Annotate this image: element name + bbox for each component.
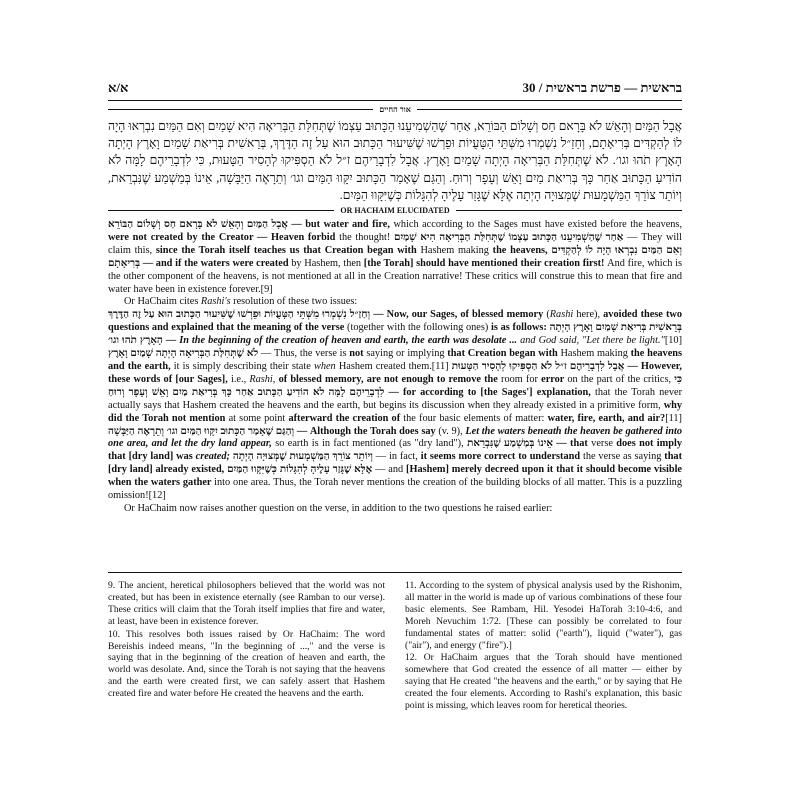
explanation-text: (together with the following ones) xyxy=(347,322,492,334)
explanation-text: i.e., xyxy=(230,373,250,385)
divider xyxy=(456,210,682,211)
ohr-hachaim-heading xyxy=(108,105,682,114)
translation-bold: that [dry land] already existed, xyxy=(108,451,682,476)
translation-bold: [the Torah] should have mentioned their creation first! xyxy=(363,257,608,269)
hebrew-phrase: אֲבָל לִדְבָרֵיהֶם ז״ל לֹא הַסְפִּיקוּ לְהָסִיר הַטָּעוּת xyxy=(451,360,625,372)
translation-bold: it seems more correct to understand xyxy=(420,451,583,463)
hebrew-phrase: וְהַגַּם שֶׁאָמַר הַכָּתוּב יִקָּווּ הַמַּיִם וגו׳ וְתֵרָאֶה הַיַּבָּשָׁה xyxy=(108,425,295,437)
footnote-rule xyxy=(108,572,682,573)
section-title: OR HACHAIM ELUCIDATED xyxy=(340,206,450,216)
translation-bold: — that xyxy=(552,438,592,450)
explanation-text: ( xyxy=(546,309,550,321)
translation-bold: not xyxy=(349,348,367,360)
footnotes-right-column xyxy=(405,580,682,713)
running-header xyxy=(108,78,682,98)
elucidated-heading xyxy=(108,206,682,215)
explanation-text: Hashem created them.[11] xyxy=(335,360,452,372)
explanation-text: room for xyxy=(501,373,542,385)
elucidation-paragraph xyxy=(108,219,682,296)
explanation-text: saying or implying xyxy=(366,348,448,360)
italic-text: and God said, "Let there be light." xyxy=(520,335,665,347)
section-title: אור החיים xyxy=(379,105,411,114)
hebrew-phrase: בְּרֵאשִׁית בְּרִיאַת שָׁמַיִם וָאָרֶץ הָיְתָה הָאָרֶץ תֹהוּ וגו׳ xyxy=(108,322,682,347)
explanation-text: which according to the Sages must have existed before the heavens, xyxy=(393,219,683,231)
hebrew-phrase: וְחַזַ״ל נִשְׁמְרוּ מִשְּׁתֵּי הַטָּעֻיוֹת וּפֵרְשׁוּ שֶׁשִּׁיעוּר הַכָּתוּב הוּא עַל זֶה הַדֶּרֶךְ xyxy=(108,309,371,321)
explanation-text: the verse as saying xyxy=(582,451,665,463)
verse-quote: created; xyxy=(195,451,233,463)
english-elucidation xyxy=(108,219,682,516)
elucidation-paragraph xyxy=(108,503,682,516)
explanation-text: resolution of these two issues: xyxy=(230,296,358,308)
hebrew-phrase: אֶלָּא שֶׁגָּזַר עָלֶיהָ לְהִגָּלוֹת כְּשֶׁיִּקָּווּ הַמַּיִם xyxy=(227,464,373,476)
italic-text: when xyxy=(313,360,336,372)
explanation-text: here), xyxy=(573,309,604,321)
translation-bold: — Although the Torah does say xyxy=(294,425,439,437)
hebrew-phrase: וְיוֹתֵר צוֹרֵךְ הַמַּשְׁמָעוּת שֶׁמְּצוּיָה הָיְתָה xyxy=(232,451,373,463)
translation-bold: — but water and fire, xyxy=(287,219,394,231)
hebrew-commentary: אֲבָל הַמַּיִם וְהָאֵשׁ לֹא בָּרָאם חַס וְשָׁלוֹם הַבּוֹרֵא, אַחַר שֶׁהַשְׁמִיעֵנוּ הַכָּתוּב עַצְמוֹ שֶׁתְּחִלַּת הַבְּרִיאָה הִיא שָׁמַיִם וְאִם הַמַּיִם נִבְרְאוּ הָיָה לוֹ לְהַקְדִּים בְּרִיאָתָם, וְחַזַ״ל נִשְׁמְרוּ מִשְּׁתֵּי הַטָּעֻיוֹת וּפֵרְשׁוּ שֶׁשִּׁיעוּר הַכָּתוּב הוּא עַל זֶה הַדֶּרֶךְ, בְּרֵאשִׁית בְּרִיאַת שָׁמַיִם וָאָרֶץ הָיְתָה הָאָרֶץ תֹהוּ וגו׳. לֹא שֶׁתְּחִלַּת הַבְּרִיאָה הָיְתָה שָׁמַיִם וָאָרֶץ. אֲבָל לִדְבָרֵיהֶם ז״ל לֹא הַסְפִּיקוּ לְהָסִיר הַטָּעוּת, כִּי לִדְבָרֵיהֶם לָמָּה לֹא הוֹדִיעַ הַכָּתוּב אַחַר כָּךְ בְּרִיאַת מַיִם וָאֵשׁ וְעָפָר וְרוּחַ. וְהַגַּם שֶׁאָמַר הַכָּתוּב יִקָּווּ הַמַּיִם וגו׳ וְתֵרָאֶה הַיַּבָּשָׁה, אֵינוֹ בְּמַשְׁמַע שֶׁנִּבְרֵאת, וְיוֹתֵר צוֹרֵךְ הַמַּשְׁמָעוּת שֶׁמְּצוּיָה הָיְתָה אֶלָּא שֶׁגָּזַר עָלֶיהָ לְהִגָּלוֹת כְּשֶׁיִּקָּווּ הַמַּיִם. xyxy=(108,119,682,202)
explanation-text: into one area. Thus, the Torah never mentions the creation of the building blocks of all matter. This is a puzzling omission![12] xyxy=(108,477,682,502)
hebrew-phrase: כִּי לִדְבָרֵיהֶם לָמָּה לֹא הוֹדִיעַ הַכָּתוּב אַחַר כָּךְ בְּרִיאַת מַיִם וָאֵשׁ וְעָפָר וְרוּחַ xyxy=(108,373,682,398)
italic-text: Rashi xyxy=(249,373,273,385)
translation-bold: — and if the waters were created xyxy=(140,257,292,269)
header-rule xyxy=(108,100,682,101)
page-title: 30 / בראשית — פרשת בראשית xyxy=(522,80,682,95)
verse-quote: — In the beginning of the creation of heaven and earth, the earth was desolate ... xyxy=(162,335,521,347)
explanation-text: so earth is in fact mentioned (as "dry land"), xyxy=(275,438,468,450)
elucidation-paragraph xyxy=(108,309,682,503)
footnote: 10. This resolves both issues raised by Or HaChaim: The word Bereishis indeed means, "In the beginning of ...," and the verse is saying that in the beginning of the creation of heaven and earth, the world was desolate. And, since the Torah is not saying that the heavens and the earth were created first, we can safely assert that Hashem created fire and water before He created the heavens and the earth. xyxy=(108,628,385,700)
footnotes xyxy=(108,580,682,713)
hebrew-phrase: אֵינוֹ בְּמַשְׁמַע שֶׁנִּבְרֵאת xyxy=(467,438,553,450)
translation-bold: — However, these words of [our Sages], xyxy=(108,360,683,385)
footnotes-left-column xyxy=(108,580,385,713)
explanation-text: on the part of the critics, xyxy=(567,373,675,385)
explanation-text: Hashem making xyxy=(560,348,631,360)
italic-text: Rashi xyxy=(549,309,574,321)
translation-bold: of blessed memory, are not enough to remove the xyxy=(278,373,502,385)
explanation-text: And fire, which is the other component of the heavens, is not mentioned at all in the Creation narrative! These critics will construe this to mean that fire and water have been in existence forever.[9] xyxy=(108,257,682,295)
explanation-text: Hashem making xyxy=(420,244,493,256)
hebrew-phrase: אַחַר שֶׁהַשְׁמִיעֵנוּ הַכָּתוּב עַצְמוֹ שֶׁתְּחִלַּת הַבְּרִיאָה הִיא שָׁמַיִם xyxy=(394,231,624,243)
translation-bold: avoided these two questions and explained that the meaning of the verse xyxy=(108,309,682,334)
verse-quote: Let the waters beneath the heaven be gathered into one area, and let the dry land appear, xyxy=(108,425,682,450)
page xyxy=(108,78,682,516)
explanation-text: it is simply describing their state xyxy=(173,360,314,372)
translation-bold: since the Torah itself teaches us that Creation began with xyxy=(155,244,421,256)
translation-bold: were not created by the Creator — Heaven forbid xyxy=(108,231,340,243)
explanation-text: that the Torah never actually says that Hashem created the heavens and the earth, but begins its discussion when they already existed in a primitive form, xyxy=(108,386,682,411)
explanation-text: — in fact, xyxy=(372,451,421,463)
explanation-text: Or HaChaim cites xyxy=(124,296,201,308)
footnote: 9. The ancient, heretical philosophers believed that the world was not created, but has been in existence eternally (see Ramban to our verse). These critics will claim that the Torah itself implies that fire and water, at least, have been in existence forever. xyxy=(108,580,385,627)
translation-bold: — Now, our Sages, of blessed memory xyxy=(370,309,547,321)
translation-bold: the heavens, xyxy=(492,244,552,256)
footnote: 11. According to the system of physical analysis used by the Rishonim, all matter in the world is made up of various combinations of these four basic elements. See Rambam, Hil. Yesodei HaTorah 3:10-4:6, and Moreh Nevuchim 1:72. [These can possibly be correlated to four fundamental states of matter: solid ("earth"), liquid ("water"), gas ("air"), and energy ("fire").] xyxy=(405,580,682,651)
translation-bold: — for according to [the Sages'] explanation, xyxy=(384,386,595,398)
explanation-text: by Hashem, then xyxy=(291,257,364,269)
divider xyxy=(108,109,373,110)
explanation-text: [10] xyxy=(664,335,682,347)
hebrew-phrase: וְאִם הַמַּיִם נִבְרְאוּ הָיָה לוֹ לְהַקְדִּים בְּרִיאָתָם xyxy=(108,244,683,269)
chapter-verse: א/א xyxy=(108,80,129,95)
divider xyxy=(108,210,334,211)
translation-bold: is as follows: xyxy=(491,322,550,334)
translation-bold: the heavens and the earth, xyxy=(108,348,682,372)
explanation-text: — Thus, the verse is xyxy=(258,348,350,360)
explanation-text: the four basic elements of matter: xyxy=(403,412,548,424)
explanation-text: verse xyxy=(591,438,617,450)
explanation-text: (v. 9), xyxy=(438,425,466,437)
translation-bold: error xyxy=(541,373,568,385)
translation-bold: why did the Torah not mention xyxy=(108,399,682,424)
explanation-text: Or HaChaim now raises another question on the verse, in addition to the two questions he raised earlier: xyxy=(124,502,553,514)
explanation-text: — and xyxy=(372,464,407,476)
explanation-text: , xyxy=(272,373,279,385)
divider xyxy=(417,109,682,110)
footnote: 12. Or HaChaim argues that the Torah should have mentioned somewhere that God created the essence of all matter — either by saying that He created "the heavens and the earth," or by saying that He created the four elements. According to Rashi's explanation, this basic point is missing, which leaves room for heretical theories. xyxy=(405,652,682,712)
translation-bold: [Hashem] merely decreed upon it that it should become visible when the waters gather xyxy=(108,464,683,489)
translation-bold: water, fire, earth, and air? xyxy=(547,412,666,424)
explanation-text: the thought! xyxy=(339,231,395,243)
explanation-text: [11] xyxy=(665,412,682,424)
translation-bold: that Creation began with xyxy=(447,348,561,360)
explanation-text: — They will claim this, xyxy=(108,231,683,256)
translation-bold: does not imply that [dry land] was xyxy=(108,438,682,463)
hebrew-phrase: אֲבָל הַמַּיִם וְהָאֵשׁ לֹא בָּרָאם חַס וְשָׁלוֹם הַבּוֹרֵא xyxy=(108,219,288,231)
explanation-text: at some point xyxy=(228,412,289,424)
hebrew-phrase: לֹא שֶׁתְּחִלַּת הַבְּרִיאָה הָיְתָה שָׁמַיִם וָאָרֶץ xyxy=(108,348,259,360)
elucidation-paragraph xyxy=(108,296,682,309)
translation-bold: afterward the creation of xyxy=(288,412,404,424)
italic-text: Rashi's xyxy=(200,296,231,308)
